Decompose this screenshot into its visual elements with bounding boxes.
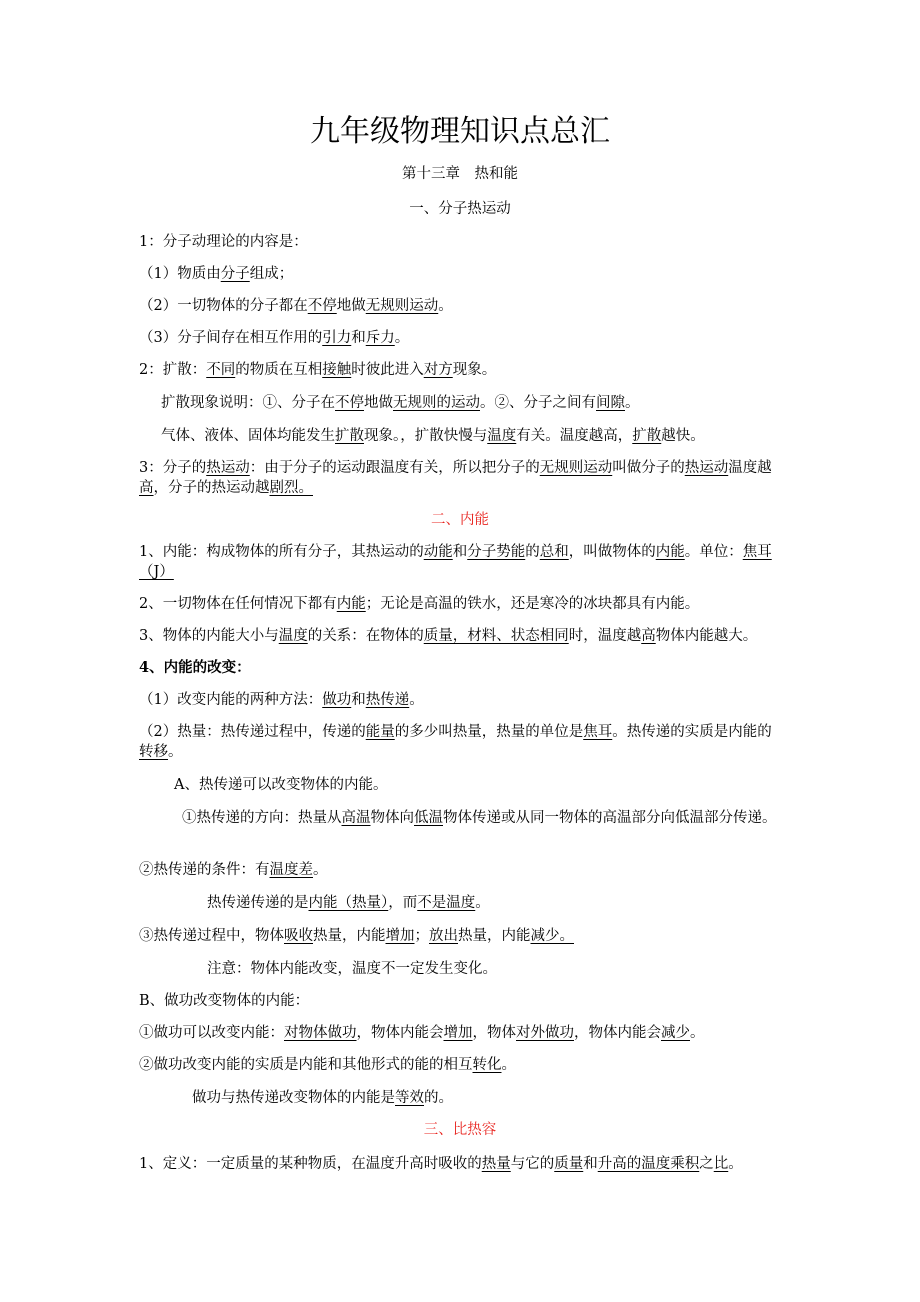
- paragraph: （3）分子间存在相互作用的引力和斥力。: [139, 330, 410, 346]
- paragraph: ②做功改变内能的实质是内能和其他形式的能的相互转化。: [139, 1057, 516, 1073]
- paragraph: 1：分子动理论的内容是：: [139, 234, 308, 250]
- paragraph: 注意：物体内能改变，温度不一定发生变化。: [207, 961, 497, 977]
- paragraph: （1）物质由分子组成；: [139, 266, 294, 282]
- paragraph: （1）改变内能的两种方法：做功和热传递。: [139, 692, 424, 708]
- paragraph: 3、物体的内能大小与温度的关系：在物体的质量，材料、状态相同时，温度越高物体内能越大。: [139, 628, 758, 644]
- paragraph: 2、一切物体在任何情况下都有内能；无论是高温的铁水，还是寒冷的冰块都具有内能。: [139, 596, 700, 612]
- paragraph: A、热传递可以改变物体的内能。: [174, 777, 388, 793]
- paragraph: （2）热量：热传递过程中，传递的能量的多少叫热量，热量的单位是焦耳。热传递的实质是内能的转移。: [139, 724, 772, 760]
- paragraph: ②热传递的条件：有温度差。: [139, 862, 328, 878]
- paragraph: 3：分子的热运动：由于分子的运动跟温度有关，所以把分子的无规则运动叫做分子的热运动温度越高，分子的热运动越剧烈。: [139, 460, 772, 496]
- section-heading-3: 三、比热容: [423, 1122, 497, 1138]
- paragraph: ③热传递过程中，物体吸收热量，内能增加；放出热量，内能减少。: [139, 928, 574, 944]
- paragraph: 气体、液体、固体均能发生扩散现象。，扩散快慢与温度有关。温度越高，扩散越快。: [161, 428, 705, 444]
- paragraph: 2：扩散：不同的物质在互相接触时彼此进入对方现象。: [139, 362, 497, 378]
- paragraph: ①做功可以改变内能：对物体做功，物体内能会增加，物体对外做功，物体内能会减少。: [139, 1025, 705, 1041]
- section-heading-2: 二、内能: [431, 512, 489, 528]
- paragraph: 做功与热传递改变物体的内能是等效的。: [192, 1090, 453, 1106]
- section-heading-1: 一、分子热运动: [409, 201, 511, 217]
- paragraph: 热传递传递的是内能（热量），而不是温度。: [207, 895, 490, 911]
- paragraph: B、做功改变物体的内能：: [139, 993, 310, 1009]
- page-title: 九年级物理知识点总汇: [310, 114, 610, 149]
- paragraph: 扩散现象说明：①、分子在不停地做无规则的运动。②、分子之间有间隙。: [161, 395, 640, 411]
- paragraph: 1、内能：构成物体的所有分子，其热运动的动能和分子势能的总和，叫做物体的内能。单位：焦耳（J）: [139, 544, 772, 580]
- chapter-heading: 第十三章 热和能: [402, 166, 518, 182]
- subheading: 4、内能的改变：: [139, 659, 251, 676]
- paragraph: 1、定义：一定质量的某种物质，在温度升高时吸收的热量与它的质量和升高的温度乘积之比。: [139, 1156, 743, 1172]
- paragraph: ①热传递的方向：热量从高温物体向低温物体传递或从同一物体的高温部分向低温部分传递。: [182, 810, 777, 826]
- paragraph: （2）一切物体的分子都在不停地做无规则运动。: [139, 298, 453, 314]
